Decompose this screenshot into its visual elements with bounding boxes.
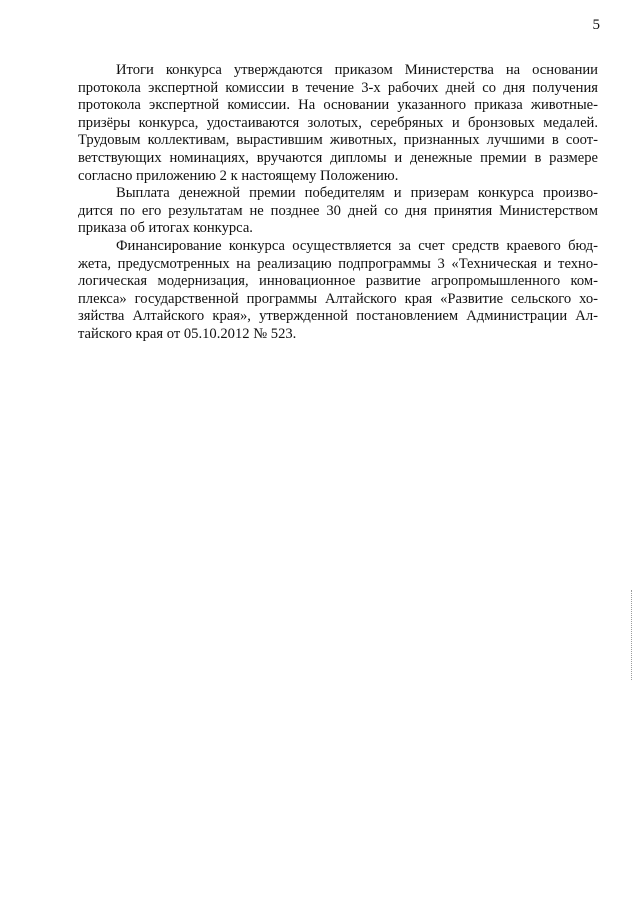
text-line: Финансирование конкурса осуществляется за счет средств краевого бюд- xyxy=(116,237,598,254)
page-number: 5 xyxy=(592,17,600,33)
document-body xyxy=(78,62,598,344)
text-line: согласно приложению 2 к настоящему Положению. xyxy=(78,167,399,184)
paragraph-prize-payment xyxy=(78,185,598,238)
text-line: протокола экспертной комиссии. На основании указанного приказа животные- xyxy=(78,97,598,114)
paragraph-financing xyxy=(78,238,598,344)
text-line: Трудовым коллективам, вырастившим животных, признанных лучшими в соот- xyxy=(78,132,598,149)
text-line: зяйства Алтайского края», утвержденной постановлением Администрации Ал- xyxy=(78,308,598,325)
paragraph-results-approval xyxy=(78,62,598,185)
text-line: логическая модернизация, инновационное развитие агропромышленного ком- xyxy=(78,273,598,290)
text-line: Выплата денежной премии победителям и призерам конкурса произво- xyxy=(116,185,598,202)
text-line: ветствующих номинациях, вручаются дипломы и денежные премии в размере xyxy=(78,149,598,166)
text-line: жета, предусмотренных на реализацию подпрограммы 3 «Техническая и техно- xyxy=(78,255,598,272)
text-line: Итоги конкурса утверждаются приказом Министерства на основании xyxy=(116,62,598,78)
scan-margin-marks xyxy=(629,590,632,680)
text-line: тайского края от 05.10.2012 № 523. xyxy=(78,325,297,342)
text-line: протокола экспертной комиссии в течение 3-х рабочих дней со дня получения xyxy=(78,79,598,96)
text-line: дится по его результатам не позднее 30 дней со дня принятия Министерством xyxy=(78,202,598,219)
text-line: приказа об итогах конкурса. xyxy=(78,220,253,237)
text-line: плекса» государственной программы Алтайского края «Развитие сельского хо- xyxy=(78,290,598,307)
text-line: призёры конкурса, удостаиваются золотых, серебряных и бронзовых медалей. xyxy=(78,114,598,131)
